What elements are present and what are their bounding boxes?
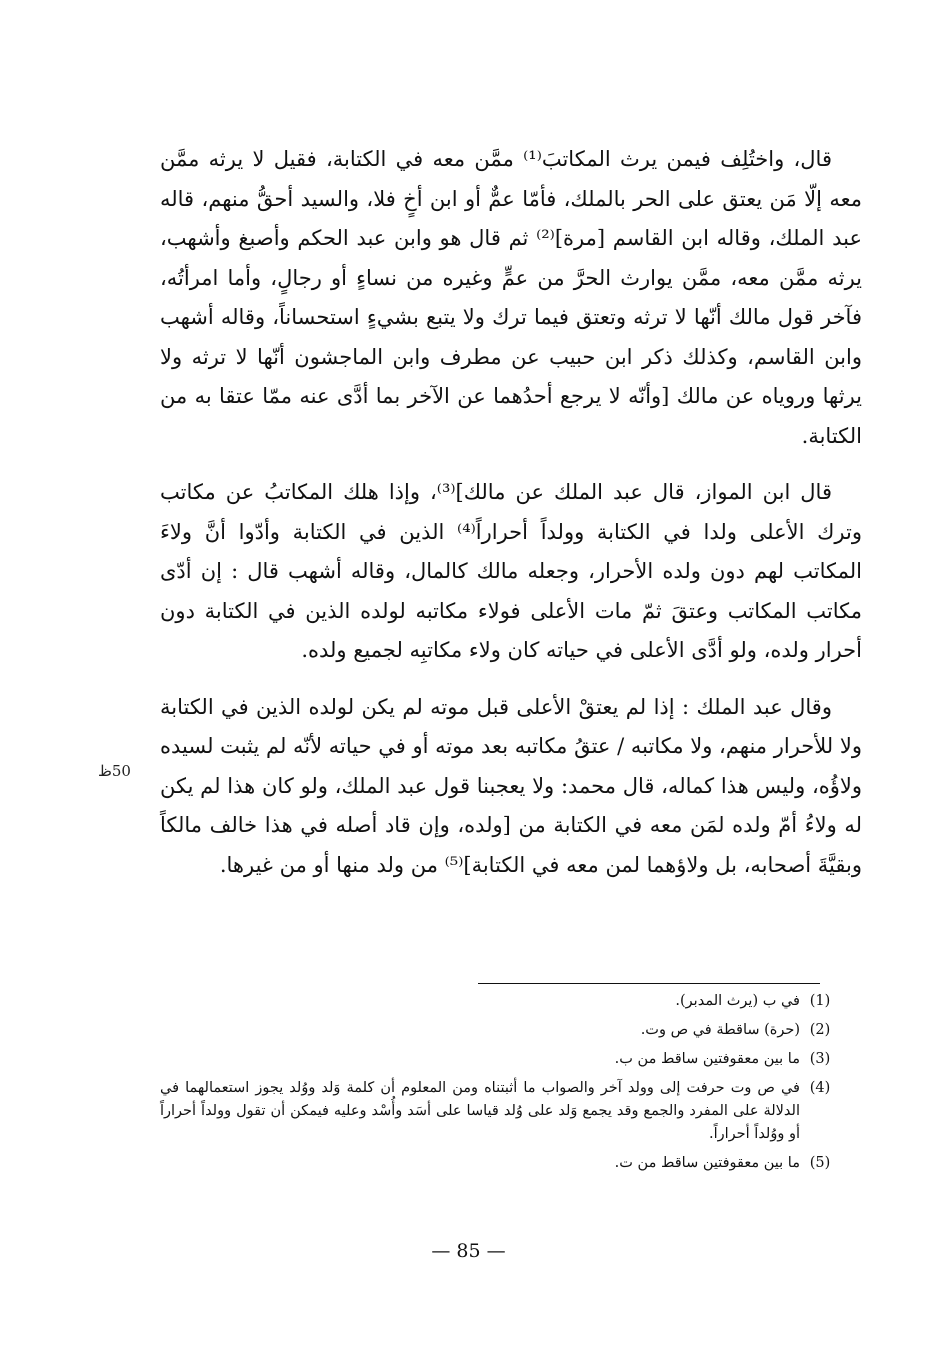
footnote-text: في ب (يرث المدبر). [675, 993, 800, 1009]
paragraph-3: وقال عبد الملك : إذا لم يعتقْ الأعلى قبل موته لم يكن لولده الذين في الكتابة ولا للأحرار منهم، ولا مكاتبه / عتقُ مكاتبه بعد موته أو في حياته لأنّه لم يثبت لسيده ولاؤُه، وليس هذا كماله، قال محمد: ولا يعجبنا قول عبد الملك، ولو كان هذا لم يكن له ولاءُ أمّ ولده لمَن معه في الكتابة من [ولده، وإن قاد أصله في هذا خالف مالكاً وبقيَّةَ أصحابه، بل ولاؤهما لمن معه في الكتابة]⁽⁵⁾ من ولد منها أو من غيرها. [160, 694, 862, 877]
footnote-text: (حرة) ساقطة في ص وت. [640, 1022, 800, 1038]
footnote-text: ما بين معقوفتين ساقط من ت. [614, 1155, 800, 1171]
page-number: — 85 — [431, 1240, 506, 1262]
footnote-item [160, 1019, 840, 1042]
footnote-item [160, 1077, 840, 1146]
footnote-number: (3) [809, 1051, 831, 1067]
paragraph-2: قال ابن المواز، قال عبد الملك عن مالك]⁽³⁾، وإذا هلك المكاتبُ عن مكاتب وترك الأعلى ولدا في الكتابة وولداً أحراراً⁽⁴⁾ الذين في الكتابة وأدّوا أنَّ ولاءَ المكاتب لهم دون ولده الأحرار، وجعله مالك كالمال، وقاله أشهب قال : إن أدّى مكاتب المكاتب وعتقَ ثمّ مات الأعلى فولاء مكاتبه لولده الذين في الكتابة دون أحرار ولده، ولو أدَّى الأعلى في حياته كان ولاء مكاتبِه لجميع ولده. [160, 480, 863, 662]
footnote-item [160, 990, 840, 1013]
footnote-text: في ص وت حرفت إلى وولد آخر والصواب ما أثبتناه ومن المعلوم أن كلمة وَلد ووُلد يجوز استعمالهما في الدلالة على المفرد والجمع وقد يجمع وَلد على وُلد قياسا على أسَد وأُسْد وعليه فيمكن أن تقول وولداً أحراراً أو ووُلداً أحراراً. [160, 1080, 800, 1142]
footnote-item [160, 1048, 840, 1071]
footnote-separator [478, 983, 820, 984]
footnote-number: (2) [809, 1022, 831, 1038]
footnote-item [160, 1152, 840, 1175]
footnotes [160, 990, 840, 1181]
footnote-number: (1) [809, 993, 831, 1009]
main-text [160, 140, 862, 902]
footnote-text: ما بين معقوفتين ساقط من ب. [614, 1051, 800, 1067]
footnote-number: (4) [809, 1080, 831, 1096]
margin-folio-note: 50ظ [98, 762, 131, 780]
paragraph-1: قال، واختُلِف فيمن يرث المكاتبَ⁽¹⁾ ممَّن معه في الكتابة، فقيل لا يرثه ممَّن معه إلّا مَن يعتق على الحر بالملك، فأمّا عمٌّ أو ابن أخٍ فلا، والسيد أحقُّ منهم، قاله عبد الملك، وقاله ابن القاسم [مرة]⁽²⁾ ثم قال هو وابن عبد الحكم وأصبغ وأشهب، يرثه ممَّن معه، ممَّن يوارث الحرَّ من عمٍّ وغيره من نساءٍ أو رجالٍ، وأما امرأتُه، فآخر قول مالك أنّها لا ترثه وتعتق فيما ترك ولا يتبع بشيءٍ استحساناً، وقاله أشهب وابن القاسم، وكذلك ذكر ابن حبيب عن مطرف وابن الماجشون أنّها لا ترثه ولا يرثها وروياه عن مالك [وأنّه لا يرجع أحدُهما عن الآخر بما أدَّى عنه ممّا عتقا به من الكتابة. [160, 147, 862, 448]
footnote-number: (5) [809, 1155, 831, 1171]
